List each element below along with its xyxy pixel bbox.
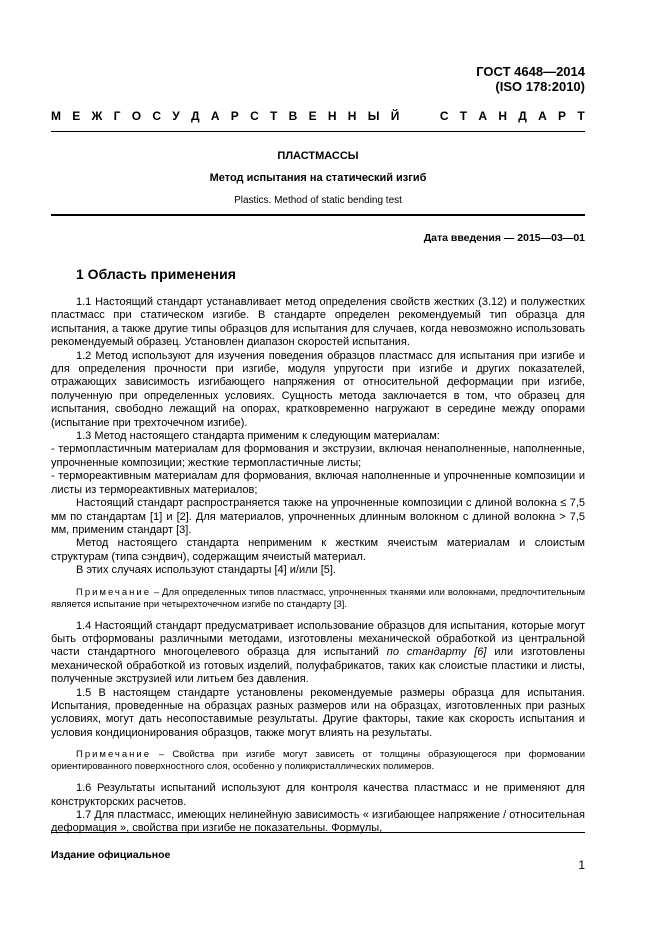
banner-letter: Т xyxy=(577,109,585,123)
iso-number: (ISO 178:2010) xyxy=(495,79,585,94)
banner-letter: М xyxy=(51,109,61,123)
banner-letter: О xyxy=(131,109,142,123)
banner-letter: С xyxy=(152,109,162,123)
paragraph: Метод настоящего стандарта неприменим к жестким ячеистым материалам и слоистым структурам (типа сэндвич), содержащим ячеистый материал. xyxy=(51,537,585,563)
page-number: 1 xyxy=(578,858,585,872)
list-item: - термореактивным материалам для формования, включая наполненные и упрочненные композиции и листы из термореактивных материалов; xyxy=(51,470,585,496)
banner-letter: У xyxy=(172,109,180,123)
banner-letter: Н xyxy=(498,109,507,123)
paragraph-1-2: 1.2 Метод используют для изучения поведения образцов пластмасс для испытания при изгибе и для определения прочности при изгибе, модуля упругости при изгибе и других показателей, отражающих зависимость изгибающего напряжения от относительной деформации при изгибе, полученную при определенных условиях. Сущность метода заключается в том, что образец для испытания, свободно лежащий на опорах, кратковременно нагружают в середине между опорами (испытание при трехточечном изгибе). xyxy=(51,349,585,429)
banner-letter: Т xyxy=(270,109,278,123)
document-title: ПЛАСТМАССЫ xyxy=(277,150,359,162)
paragraph-1-3: 1.3 Метод настоящего стандарта применим к следующим материалам: xyxy=(76,430,440,443)
standard-number: ГОСТ 4648—2014 xyxy=(476,64,585,79)
footer-rule xyxy=(51,832,585,833)
introduction-date: Дата введения — 2015—03—01 xyxy=(423,232,585,244)
title-rule xyxy=(51,214,585,216)
banner-letter: Й xyxy=(390,109,400,123)
banner-letter: А xyxy=(210,109,220,123)
note-2 xyxy=(51,749,585,773)
banner-letter: Т xyxy=(459,109,468,123)
banner-letter: Р xyxy=(558,109,567,123)
standard-code xyxy=(476,64,585,94)
banner-letter: А xyxy=(538,109,547,123)
interstate-standard-banner xyxy=(51,109,585,125)
paragraph: В этих случаях используют стандарты [4] и/или [5]. xyxy=(76,564,336,577)
banner-letter: А xyxy=(478,109,488,123)
list-item: - термопластичным материалам для формования и экструзии, включая ненаполненные, наполненные, упрочненные композиции; жесткие термопластичные листы; xyxy=(51,443,585,469)
banner-letter: Д xyxy=(191,109,200,123)
body-text xyxy=(51,296,585,836)
banner-letter: В xyxy=(288,109,298,123)
banner-letter: Е xyxy=(72,109,81,123)
banner-letter: С xyxy=(439,109,449,123)
banner-letter: Н xyxy=(347,109,357,123)
text: 1.4 Настоящий стандарт предусматривает использование образцов для испытания, которые могут быть отформованы различными методами, изготовлены механической обработкой из центральной части стандартного многоцелевого образца для испытаний xyxy=(51,619,585,659)
banner-letter xyxy=(411,109,414,125)
banner-letter xyxy=(425,109,428,125)
top-rule xyxy=(51,131,585,132)
paragraph: Настоящий стандарт распространяется также на упрочненные композиции с длиной волокна ≤ 7,5 мм по стандартам [1] и [2]. Для материалов, упрочненных длинным волокном с длиной волокна > 7,5 мм, применим стандарт [3]. xyxy=(51,497,585,536)
banner-letter: Е xyxy=(308,109,317,123)
banner-letter: Н xyxy=(327,109,337,123)
banner-letter: Ы xyxy=(367,109,380,123)
banner-letter: С xyxy=(250,109,259,123)
paragraph-1-5: 1.5 В настоящем стандарте установлены рекомендуемые размеры образца для испытания. Испытания, проведенные на образцах разных размеров или на образцах, изготовленных при разных условиях, могут дать несопоставимые результаты. Другие факторы, такие как скорость испытания и условия кондиционирования образцов, также могут влиять на результаты. xyxy=(51,686,585,739)
document-title-en: Plastics. Method of static bending test xyxy=(234,195,402,206)
official-edition: Издание официальное xyxy=(51,849,171,861)
section-heading: 1 Область применения xyxy=(76,266,236,282)
banner-letter: Р xyxy=(230,109,239,123)
banner-letter: Г xyxy=(113,109,121,123)
document-subtitle: Метод испытания на статический изгиб xyxy=(209,172,427,184)
note-text: – Свойства при изгибе могут зависеть от толщины образующегося при формовании ориентированного поверхностного слоя, особенно у поликристаллических полимеров. xyxy=(51,749,585,773)
banner-letter: Ж xyxy=(91,109,103,123)
note-label: Примечание xyxy=(76,749,151,761)
paragraph-1-6: 1.6 Результаты испытаний используют для контроля качества пластмасс и не применяют для конструкторских расчетов. xyxy=(51,782,585,808)
note-text: – Для определенных типов пластмасс, упрочненных тканями или волокнами, предпочтительным является испытание при четырехточечном изгибе по стандарту [3]. xyxy=(51,586,585,610)
paragraph-1-4 xyxy=(51,620,585,687)
text: или изготовлены механической обработкой из готовых изделий, полуфабрикатов, таких как слоистые пластики и листы, полученные экструзией или литьем без давления. xyxy=(51,646,586,686)
reference-link: по стандарту [6] xyxy=(386,646,487,659)
note-label: Примечание xyxy=(76,586,151,598)
paragraph-1-7: 1.7 Для пластмасс, имеющих нелинейную зависимость « изгибающее напряжение / относительная деформация », свойства при изгибе не показательны. Формулы, xyxy=(51,809,585,835)
note-1 xyxy=(51,587,585,611)
banner-letter: Д xyxy=(518,109,527,123)
paragraph-1-1: 1.1 Настоящий стандарт устанавливает метод определения свойств жестких (3.12) и полужестких пластмасс при статическом изгибе. В стандарте определен рекомендуемый тип образца для испытания, а также другие типы образцов для испытания для случаев, когда невозможно использовать рекомендуемый образец. Установлен диапазон скоростей испытания. xyxy=(51,296,585,349)
